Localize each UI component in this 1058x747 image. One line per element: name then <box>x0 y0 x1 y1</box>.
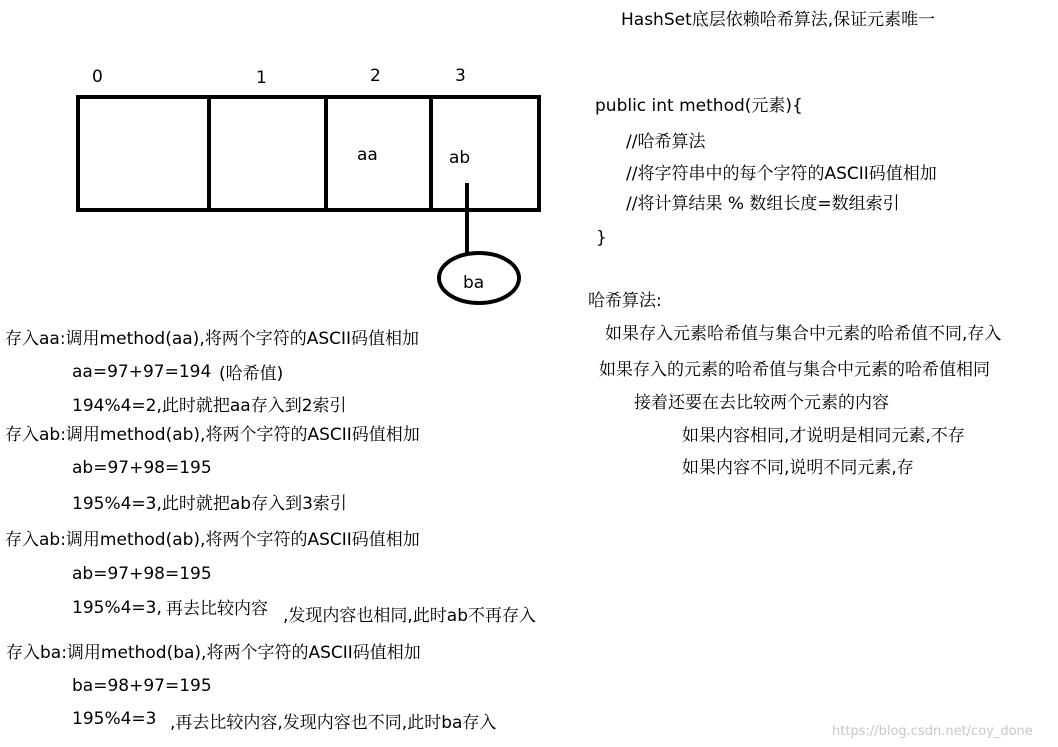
step-ab-repeat-result-mod: 195%4=3, <box>72 598 162 618</box>
hash-algorithm-line-5: 如果内容不同,说明不同元素,存 <box>682 458 914 478</box>
hash-algorithm-line-3: 接着还要在去比较两个元素的内容 <box>634 393 889 413</box>
step-aa-note: (哈希值) <box>219 364 284 384</box>
array-index-0: 0 <box>92 67 103 87</box>
step-ab-repeat-result-outcome: ,发现内容也相同,此时ab不再存入 <box>283 606 537 626</box>
hash-algorithm-line-1: 如果存入元素哈希值与集合中元素的哈希值不同,存入 <box>605 324 1002 344</box>
hash-algorithm-line-2: 如果存入的元素的哈希值与集合中元素的哈希值相同 <box>599 360 990 380</box>
array-cell-2: aa <box>357 145 378 165</box>
watermark: https://blog.csdn.net/coy_done <box>832 724 1033 739</box>
array-index-2: 2 <box>370 66 381 86</box>
step-ab-repeat-result-compare: 再去比较内容 <box>166 599 268 619</box>
method-comment-sum: //将字符串中的每个字符的ASCII码值相加 <box>626 164 937 184</box>
step-ab-repeat-calc: ab=97+98=195 <box>72 564 212 584</box>
method-signature: public int method(元素){ <box>595 96 803 116</box>
array-index-1: 1 <box>256 68 267 88</box>
step-aa-calc: aa=97+97=194 <box>72 362 212 382</box>
step-aa-header: 存入aa:调用method(aa),将两个字符的ASCII码值相加 <box>5 329 420 349</box>
step-ab-result: 195%4=3,此时就把ab存入到3索引 <box>72 494 347 514</box>
array-cell-3: ab <box>449 148 471 168</box>
method-comment-mod: //将计算结果 % 数组长度=数组索引 <box>626 194 900 214</box>
step-ba-header: 存入ba:调用method(ba),将两个字符的ASCII码值相加 <box>6 643 421 663</box>
hash-algorithm-heading: 哈希算法: <box>588 291 662 311</box>
array-index-3: 3 <box>455 66 466 86</box>
step-ab-calc: ab=97+98=195 <box>72 458 212 478</box>
method-comment-hash: //哈希算法 <box>626 132 706 152</box>
chain-node-ba-label: ba <box>463 273 485 293</box>
step-ba-calc: ba=98+97=195 <box>72 676 212 696</box>
hash-algorithm-line-4: 如果内容相同,才说明是相同元素,不存 <box>682 426 965 446</box>
step-ab-repeat-header: 存入ab:调用method(ab),将两个字符的ASCII码值相加 <box>5 530 420 550</box>
step-ab-header: 存入ab:调用method(ab),将两个字符的ASCII码值相加 <box>5 425 420 445</box>
step-aa-result: 194%4=2,此时就把aa存入到2索引 <box>72 396 347 416</box>
step-ba-result-outcome: ,再去比较内容,发现内容也不同,此时ba存入 <box>170 713 497 733</box>
method-close-brace: } <box>596 228 607 248</box>
page-title: HashSet底层依赖哈希算法,保证元素唯一 <box>621 10 936 30</box>
step-ba-result-mod: 195%4=3 <box>72 709 157 729</box>
